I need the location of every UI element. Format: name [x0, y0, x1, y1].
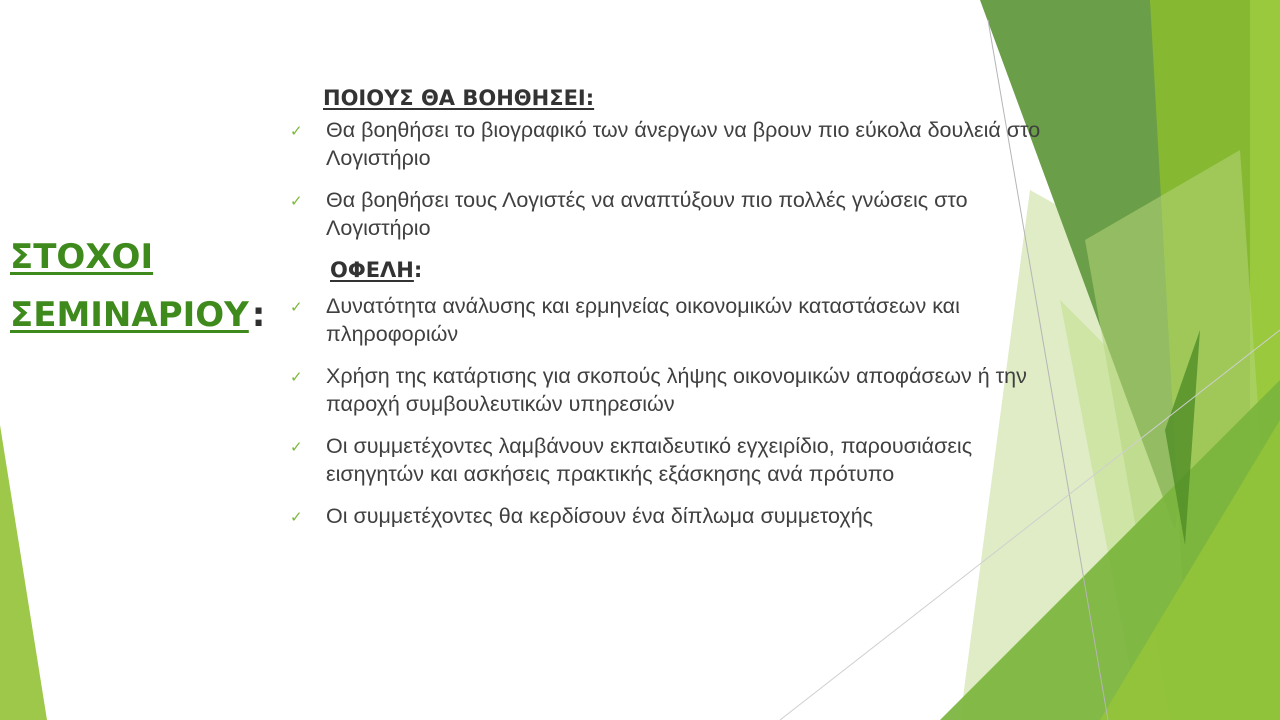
list-item: ✓ Οι συμμετέχοντες λαμβάνουν εκπαιδευτικό εγχειρίδιο, παρουσιάσεις εισηγητών και ασκήσεις πρακτικής εξάσκησης ανά πρότυπο [290, 434, 973, 486]
title-colon: : [251, 295, 266, 335]
section-heading-benefits: ΟΦΕΛΗ: [330, 258, 423, 282]
checkmark-icon: ✓ [290, 369, 303, 386]
checkmark-icon: ✓ [290, 123, 303, 140]
slide-title [10, 228, 265, 344]
section-heading-who-it-helps: ΠΟΙΟΥΣ ΘΑ ΒΟΗΘΗΣΕΙ: [323, 86, 595, 110]
title-line-2: ΣΕΜΙΝΑΡΙΟΥ [10, 295, 249, 335]
decor-left-sliver [0, 425, 47, 720]
checkmark-icon: ✓ [290, 439, 303, 456]
bullet-list-who-it-helps [288, 116, 1068, 242]
list-item: ✓ Θα βοηθήσει τους Λογιστές να αναπτύξουν πιο πολλές γνώσεις στο Λογιστήριο [290, 188, 968, 240]
slide-content [288, 80, 1068, 544]
list-item: ✓ Δυνατότητα ανάλυσης και ερμηνείας οικονομικών καταστάσεων και πληροφοριών [290, 294, 960, 346]
list-item: ✓ Οι συμμετέχοντες θα κερδίσουν ένα δίπλωμα συμμετοχής [288, 502, 1068, 530]
title-line-1: ΣΤΟΧΟΙ [10, 237, 154, 277]
list-item: ✓ Χρήση της κατάρτισης για σκοπούς λήψης οικονομικών αποφάσεων ή την παροχή συμβουλευτικών υπηρεσιών [290, 364, 1027, 416]
checkmark-icon: ✓ [290, 193, 303, 210]
checkmark-icon: ✓ [290, 509, 303, 526]
checkmark-icon: ✓ [290, 299, 303, 316]
bullet-list-benefits [288, 292, 1068, 530]
list-item: ✓ Θα βοηθήσει το βιογραφικό των άνεργων να βρουν πιο εύκολα δουλειά στο Λογιστήριο [290, 118, 1041, 170]
